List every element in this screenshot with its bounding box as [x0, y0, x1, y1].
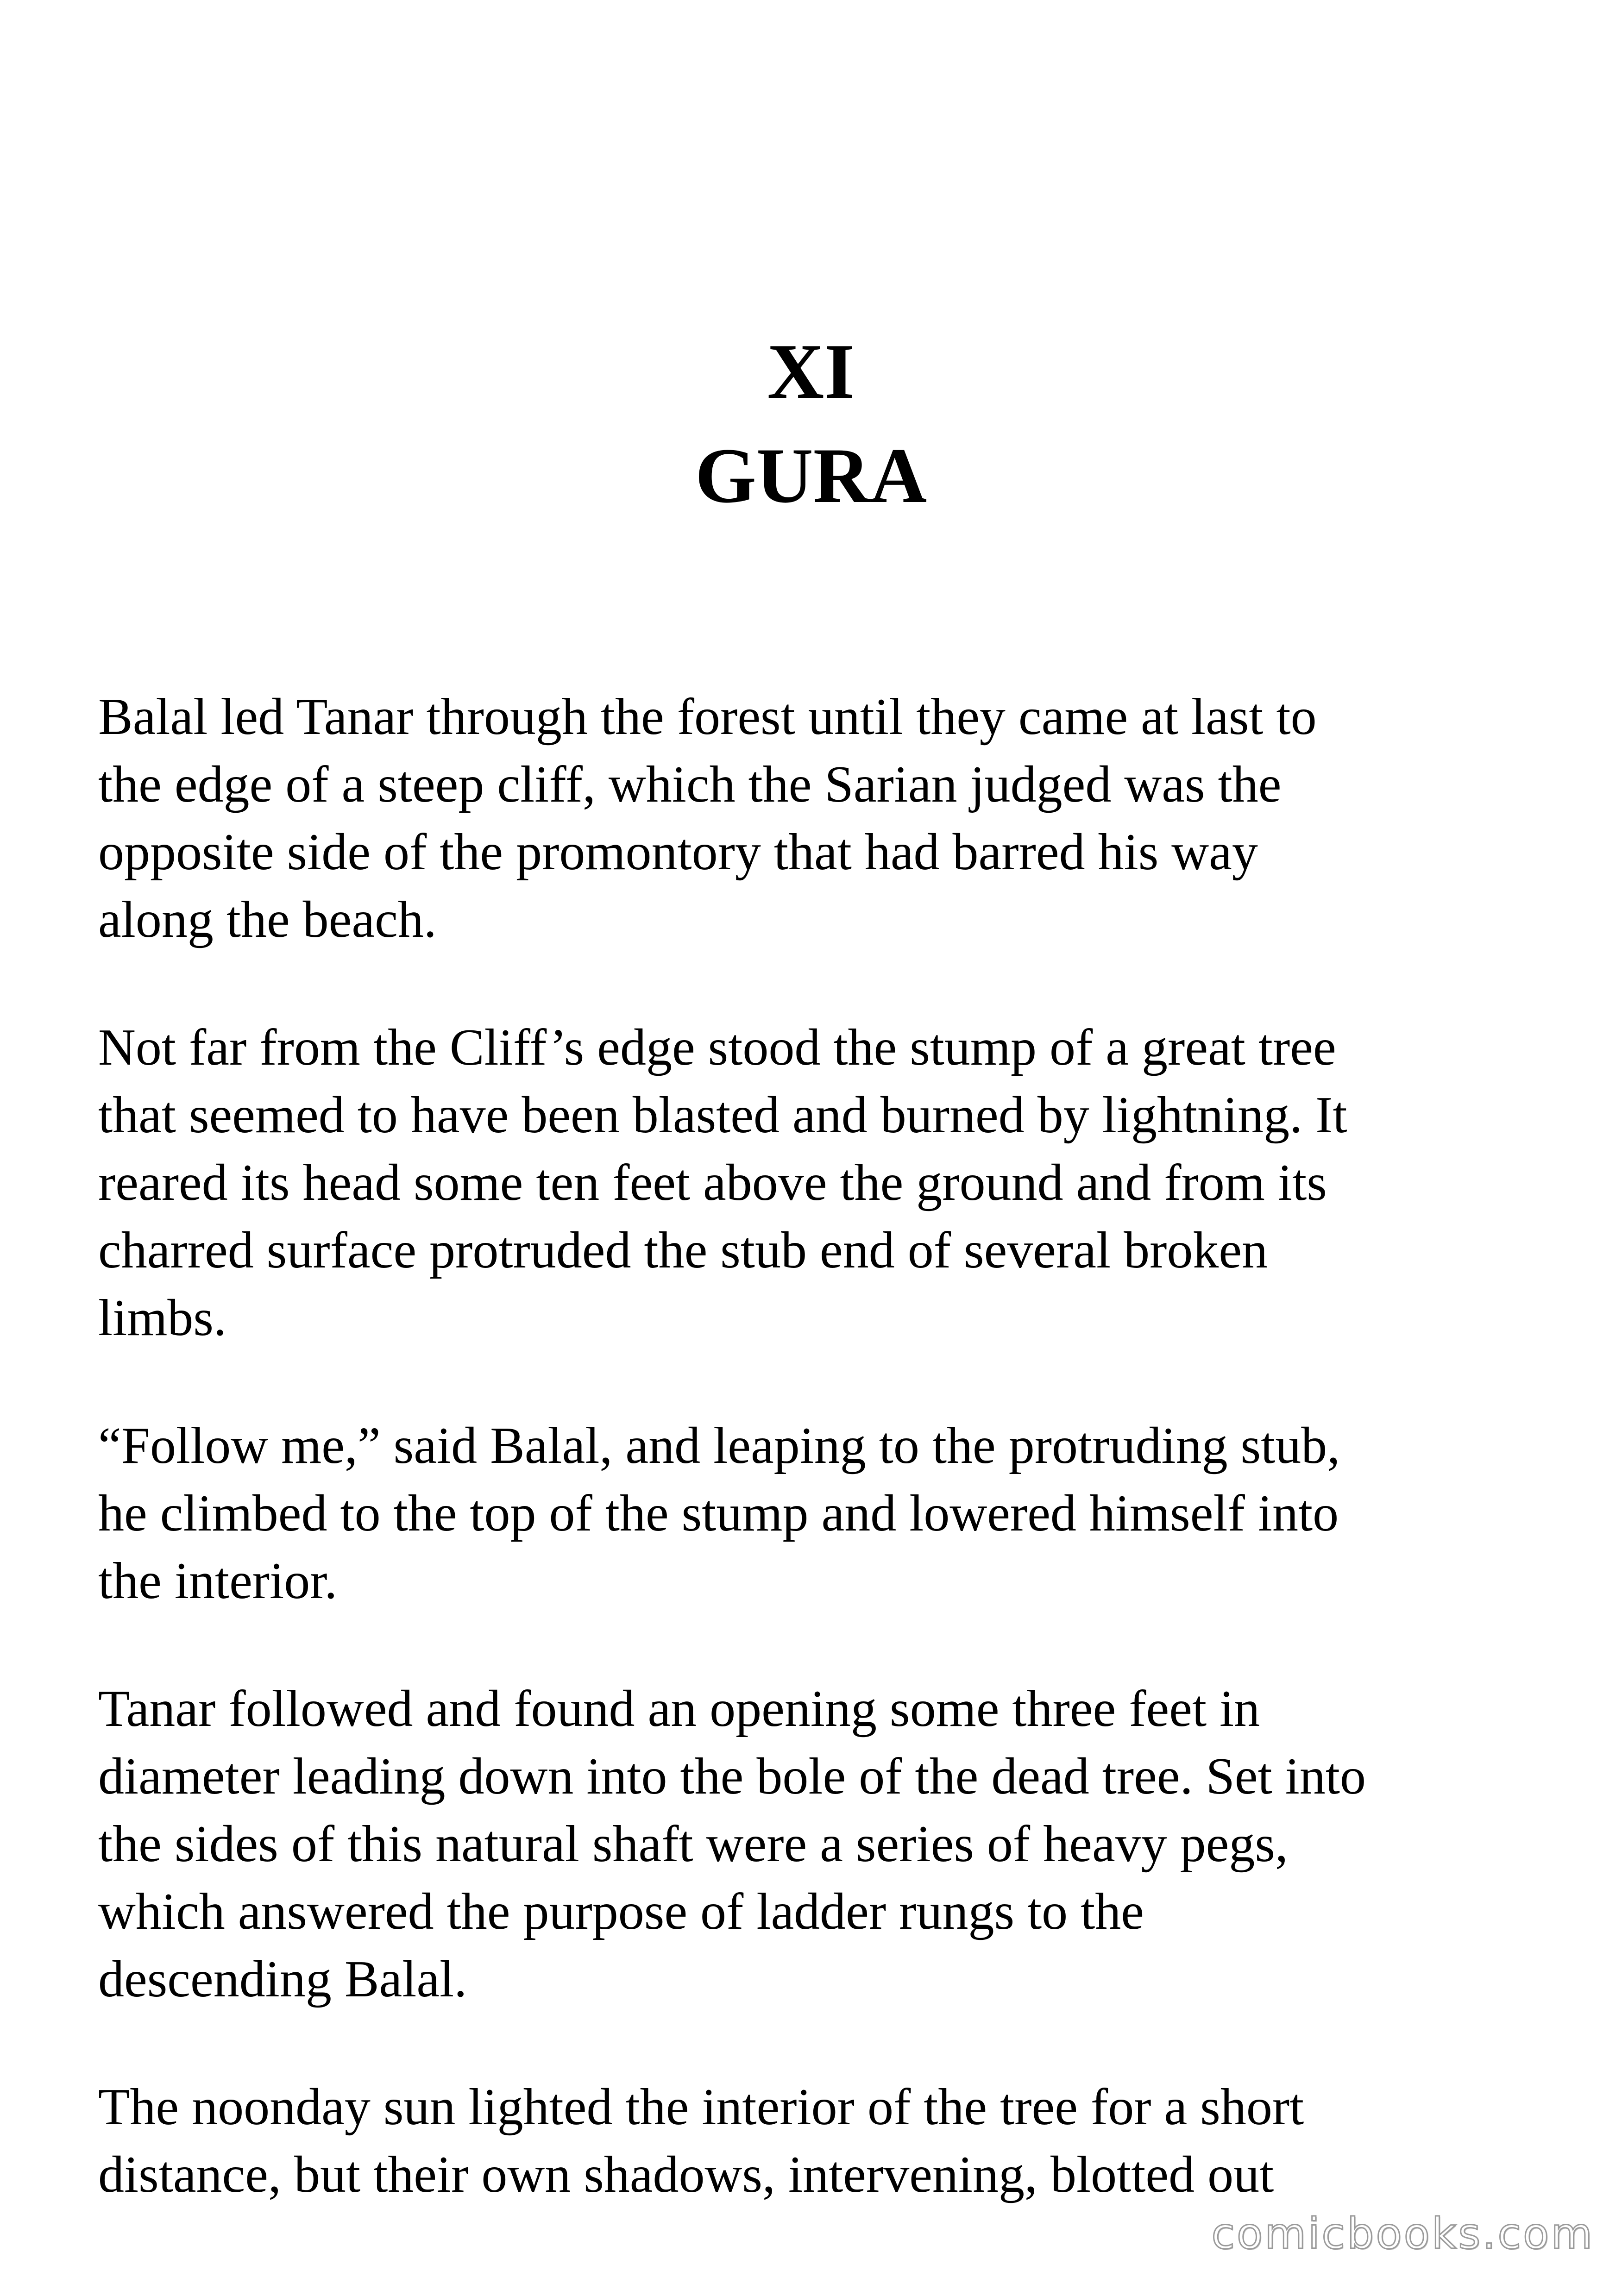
paragraph	[98, 1675, 1539, 2013]
text-line: reared its head some ten feet above the ground and from its	[98, 1154, 1327, 1211]
text-line: distance, but their own shadows, intervening, blotted out	[98, 2146, 1274, 2203]
paragraph	[98, 1014, 1539, 1352]
paragraph	[98, 683, 1539, 954]
paragraph	[98, 1412, 1539, 1615]
chapter-heading	[0, 320, 1622, 528]
text-line: he climbed to the top of the stump and lowered himself into	[98, 1485, 1339, 1542]
text-line: Not far from the Cliff’s edge stood the stump of a great tree	[98, 1019, 1336, 1076]
text-line: Balal led Tanar through the forest until they came at last to	[98, 688, 1317, 746]
chapter-title: GURA	[695, 432, 927, 519]
text-line: charred surface protruded the stub end of several broken	[98, 1222, 1268, 1279]
watermark: comicbooks.com	[1211, 2209, 1594, 2258]
chapter-number: XI	[767, 328, 855, 415]
text-line: “Follow me,” said Balal, and leaping to the protruding stub,	[98, 1417, 1340, 1474]
body-text	[98, 683, 1539, 2269]
text-line: opposite side of the promontory that had barred his way	[98, 823, 1258, 881]
text-line: the interior.	[98, 1552, 338, 1610]
paragraph	[98, 2073, 1539, 2208]
text-line: the edge of a steep cliff, which the Sarian judged was the	[98, 756, 1282, 813]
text-line: the sides of this natural shaft were a series of heavy pegs,	[98, 1815, 1288, 1873]
text-line: that seemed to have been blasted and burned by lightning. It	[98, 1086, 1347, 1144]
text-line: descending Balal.	[98, 1951, 467, 2008]
text-line: The noonday sun lighted the interior of the tree for a short	[98, 2078, 1304, 2136]
text-line: along the beach.	[98, 891, 437, 948]
text-line: limbs.	[98, 1289, 226, 1347]
text-line: Tanar followed and found an opening some three feet in	[98, 1680, 1260, 1738]
text-line: diameter leading down into the bole of the dead tree. Set into	[98, 1748, 1366, 1805]
text-line: which answered the purpose of ladder rungs to the	[98, 1883, 1144, 1940]
